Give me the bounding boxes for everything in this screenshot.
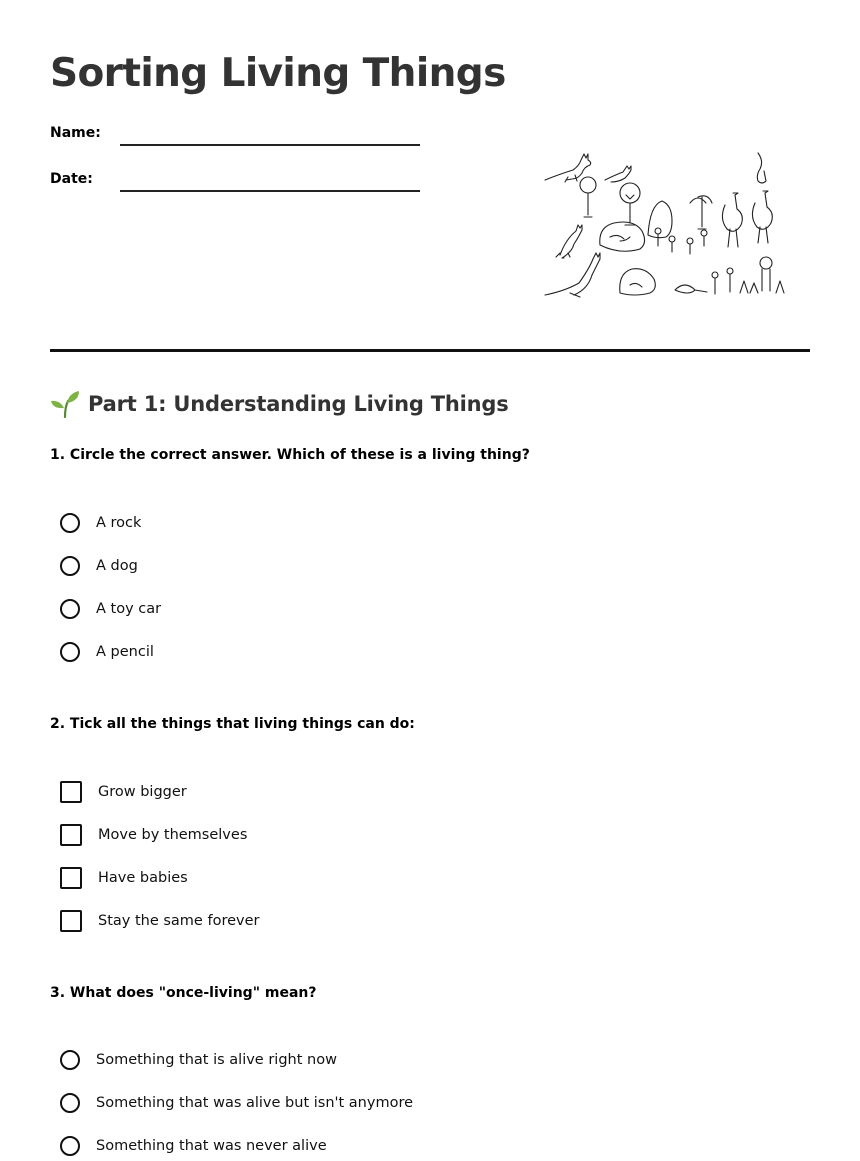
option-label: Move by themselves [98, 827, 248, 843]
date-field [50, 170, 430, 200]
option-label: A toy car [96, 601, 162, 617]
option-label: Something that was never alive [96, 1138, 327, 1154]
flower-drawing [655, 228, 707, 254]
name-field [50, 124, 430, 154]
emu-drawing [757, 153, 766, 183]
q3-option-3[interactable] [60, 1134, 327, 1158]
seedling-icon [50, 390, 80, 418]
option-label: A rock [96, 515, 142, 531]
option-label: Have babies [98, 870, 188, 886]
checkbox-square[interactable] [60, 781, 82, 803]
date-label: Date: [50, 171, 93, 187]
part-1-heading [50, 390, 509, 418]
q3-option-2[interactable] [60, 1091, 413, 1115]
tree-drawing [620, 183, 640, 225]
option-label: Grow bigger [98, 784, 187, 800]
option-label: A pencil [96, 644, 154, 660]
radio-circle[interactable] [60, 599, 80, 619]
emu-drawing [752, 191, 772, 243]
section-divider [50, 349, 810, 352]
kangaroo-drawing [556, 225, 582, 258]
q2-option-1[interactable] [60, 780, 187, 804]
emu-drawing [722, 193, 742, 247]
option-label: Stay the same forever [98, 913, 260, 929]
kangaroo-drawing [545, 253, 600, 297]
lizard-drawing [675, 285, 707, 293]
question-1: 1. Circle the correct answer. Which of these is a living thing? [50, 447, 530, 463]
q2-option-2[interactable] [60, 823, 247, 847]
checkbox-square[interactable] [60, 867, 82, 889]
q1-option-4[interactable] [60, 640, 154, 664]
q1-option-3[interactable] [60, 597, 161, 621]
option-label: Something that is alive right now [96, 1052, 337, 1068]
option-label: A dog [96, 558, 138, 574]
q1-option-1[interactable] [60, 511, 141, 535]
question-2: 2. Tick all the things that living things can do: [50, 716, 415, 732]
part-1-title: Part 1: Understanding Living Things [88, 392, 509, 416]
q2-option-3[interactable] [60, 866, 188, 890]
palm-drawing [690, 196, 712, 229]
radio-circle[interactable] [60, 1136, 80, 1156]
checkbox-square[interactable] [60, 824, 82, 846]
option-label: Something that was alive but isn't anymore [96, 1095, 414, 1111]
name-label: Name: [50, 125, 101, 141]
date-input-line[interactable] [120, 190, 420, 192]
bird-drawing [760, 257, 784, 293]
q3-option-1[interactable] [60, 1048, 337, 1072]
radio-circle[interactable] [60, 556, 80, 576]
name-input-line[interactable] [120, 144, 420, 146]
rock-drawing [648, 201, 672, 238]
radio-circle[interactable] [60, 642, 80, 662]
question-3: 3. What does "once-living" mean? [50, 985, 317, 1001]
kangaroo-drawing [605, 166, 631, 182]
q1-option-2[interactable] [60, 554, 138, 578]
rock-drawing [600, 222, 645, 251]
rock-drawing [620, 269, 656, 295]
tree-drawing [580, 177, 596, 217]
page-title: Sorting Living Things [50, 51, 506, 96]
checkbox-square[interactable] [60, 910, 82, 932]
radio-circle[interactable] [60, 1050, 80, 1070]
animals-illustration [540, 145, 790, 305]
q2-option-4[interactable] [60, 909, 259, 933]
flower-drawing [712, 268, 758, 294]
radio-circle[interactable] [60, 1093, 80, 1113]
radio-circle[interactable] [60, 513, 80, 533]
